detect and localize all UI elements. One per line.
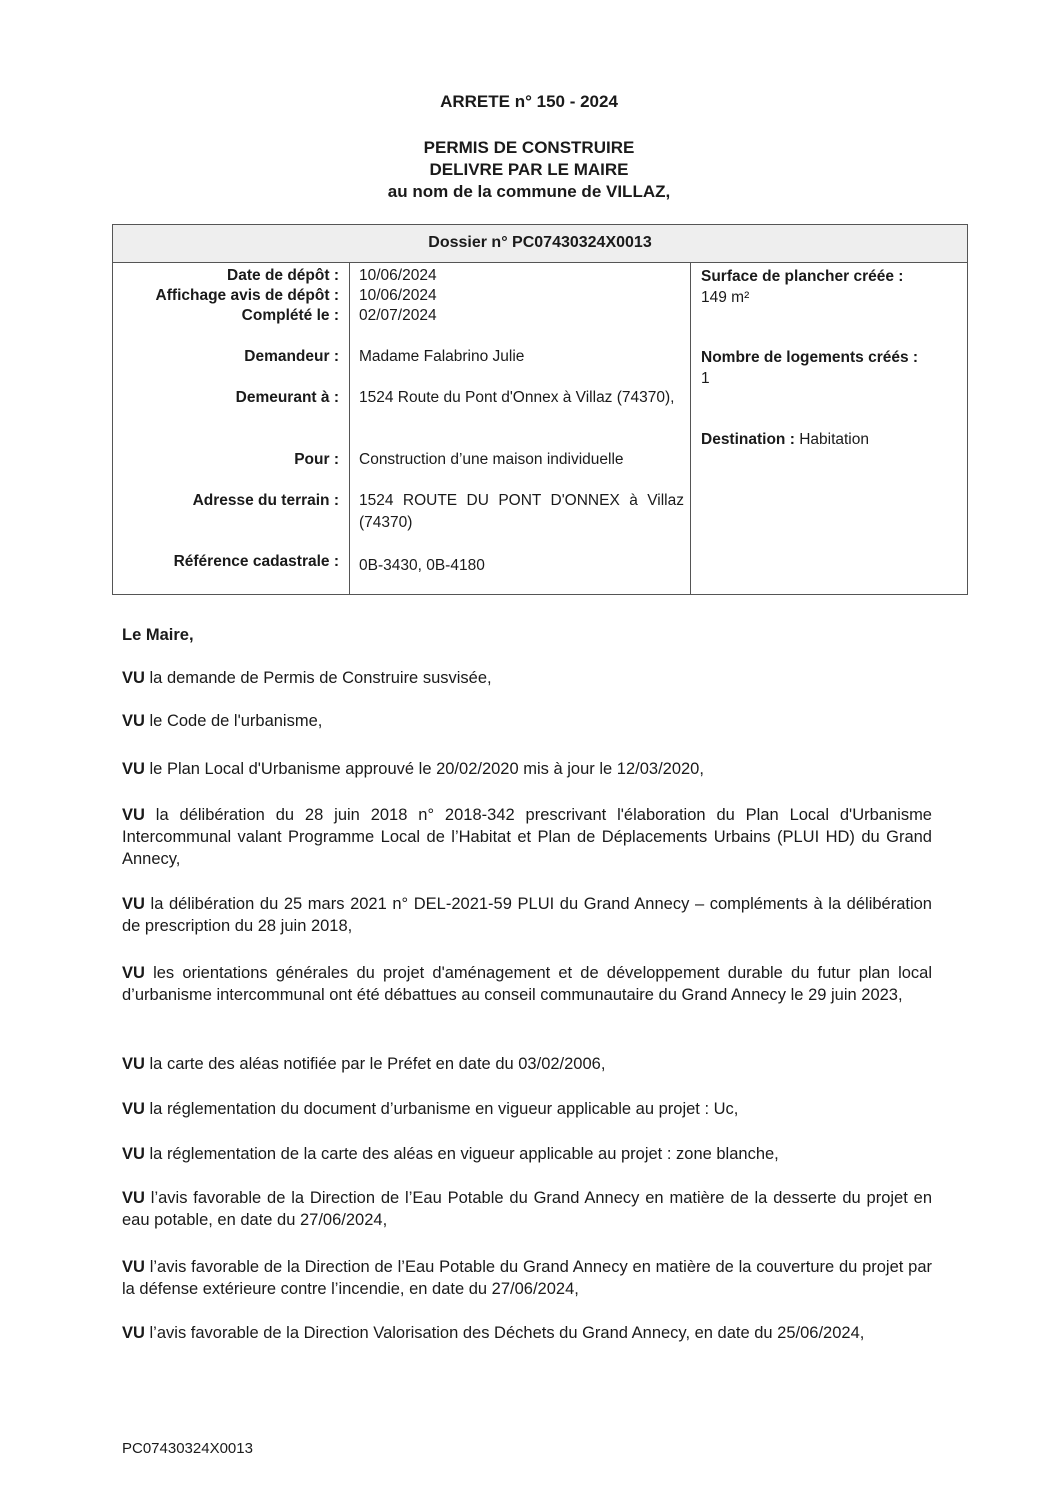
label-surface: Surface de plancher créée :	[701, 268, 904, 285]
vu-paragraph	[122, 758, 932, 780]
vu-keyword: VU	[122, 1258, 145, 1276]
vu-paragraph	[122, 1098, 932, 1120]
vu-paragraph	[122, 710, 932, 732]
label-reference-cadastrale: Référence cadastrale :	[173, 553, 339, 570]
vu-paragraph	[122, 804, 932, 870]
destination-line	[701, 429, 963, 450]
vu-keyword: VU	[122, 1145, 145, 1163]
vu-text: la délibération du 28 juin 2018 n° 2018-342 prescrivant l'élaboration du Plan Local d'Urbanisme Intercommunal valant Programme Local de l’Habitat et Plan de Déplacements Urbains (PLUI HD) du Grand Annecy,	[122, 806, 932, 868]
label-logements: Nombre de logements créés :	[701, 349, 919, 366]
label-destination: Destination :	[701, 431, 795, 448]
vu-paragraph	[122, 1053, 932, 1075]
column-divider	[690, 262, 691, 594]
value-affichage: 10/06/2024	[359, 287, 437, 304]
vu-paragraph	[122, 1143, 932, 1165]
vu-paragraph	[122, 1322, 932, 1344]
column-divider	[349, 262, 350, 594]
label-date-depot: Date de dépôt :	[227, 267, 339, 284]
vu-paragraph	[122, 962, 932, 1006]
vu-keyword: VU	[122, 1100, 145, 1118]
vu-text: la carte des aléas notifiée par le Préfet en date du 03/02/2006,	[149, 1055, 606, 1073]
vu-text: l’avis favorable de la Direction Valorisation des Déchets du Grand Annecy, en date du 25/06/2024,	[149, 1324, 865, 1342]
vu-text: les orientations générales du projet d'aménagement et de développement durable du futur plan local d’urbanisme intercommunal ont été débattues au conseil communautaire du Grand Annecy le 29 juin 2023,	[122, 964, 932, 1004]
value-date-depot: 10/06/2024	[359, 267, 437, 284]
vu-paragraph	[122, 667, 932, 689]
label-adresse-terrain: Adresse du terrain :	[192, 492, 339, 509]
value-demandeur: Madame Falabrino Julie	[359, 348, 525, 365]
opening-line: Le Maire,	[122, 626, 194, 644]
value-surface: 149 m²	[701, 289, 750, 306]
vu-keyword: VU	[122, 712, 145, 730]
value-pour: Construction d’une maison individuelle	[359, 451, 624, 468]
value-demeurant: 1524 Route du Pont d'Onnex à Villaz (74370),	[359, 389, 675, 406]
vu-text: l’avis favorable de la Direction de l’Eau Potable du Grand Annecy en matière de la couverture du projet par la défense extérieure contre l’incendie, en date du 27/06/2024,	[122, 1258, 932, 1298]
vu-keyword: VU	[122, 760, 145, 778]
value-adresse-terrain: 1524 ROUTE DU PONT D'ONNEX à Villaz (74370)	[359, 492, 684, 531]
vu-text: la réglementation de la carte des aléas en vigueur applicable au projet : zone blanche,	[149, 1145, 779, 1163]
vu-keyword: VU	[122, 669, 145, 687]
arrete-number: ARRETE n° 150 - 2024	[440, 92, 618, 111]
vu-paragraph	[122, 1187, 932, 1231]
dossier-title: Dossier n° PC07430324X0013	[113, 225, 967, 263]
vu-text: la demande de Permis de Construire susvisée,	[149, 669, 492, 687]
value-destination: Habitation	[799, 431, 869, 448]
label-affichage: Affichage avis de dépôt :	[155, 287, 339, 304]
vu-keyword: VU	[122, 806, 145, 824]
title-line-1: PERMIS DE CONSTRUIRE	[423, 138, 635, 157]
vu-text: la réglementation du document d’urbanisme en vigueur applicable au projet : Uc,	[149, 1100, 739, 1118]
vu-paragraph	[122, 893, 932, 937]
vu-keyword: VU	[122, 964, 145, 982]
dossier-table	[112, 224, 968, 595]
vu-keyword: VU	[122, 1055, 145, 1073]
value-logements: 1	[701, 370, 710, 387]
label-complete: Complété le :	[241, 307, 339, 324]
title-line-3: au nom de la commune de VILLAZ,	[387, 182, 671, 201]
label-demandeur: Demandeur :	[244, 348, 339, 365]
label-demeurant: Demeurant à :	[235, 389, 339, 406]
label-pour: Pour :	[294, 451, 339, 468]
vu-keyword: VU	[122, 1189, 145, 1207]
vu-keyword: VU	[122, 895, 145, 913]
vu-keyword: VU	[122, 1324, 145, 1342]
vu-text: la délibération du 25 mars 2021 n° DEL-2021-59 PLUI du Grand Annecy – compléments à la délibération de prescription du 28 juin 2018,	[122, 895, 932, 935]
value-reference-cadastrale: 0B-3430, 0B-4180	[359, 557, 485, 574]
vu-text: le Plan Local d'Urbanisme approuvé le 20/02/2020 mis à jour le 12/03/2020,	[149, 760, 704, 778]
vu-paragraph	[122, 1256, 932, 1300]
value-complete: 02/07/2024	[359, 307, 437, 324]
vu-text: le Code de l'urbanisme,	[149, 712, 323, 730]
vu-text: l’avis favorable de la Direction de l’Eau Potable du Grand Annecy en matière de la desserte du projet en eau potable, en date du 27/06/2024,	[122, 1189, 932, 1229]
title-line-2: DELIVRE PAR LE MAIRE	[429, 160, 629, 179]
footer-reference: PC07430324X0013	[122, 1440, 253, 1457]
